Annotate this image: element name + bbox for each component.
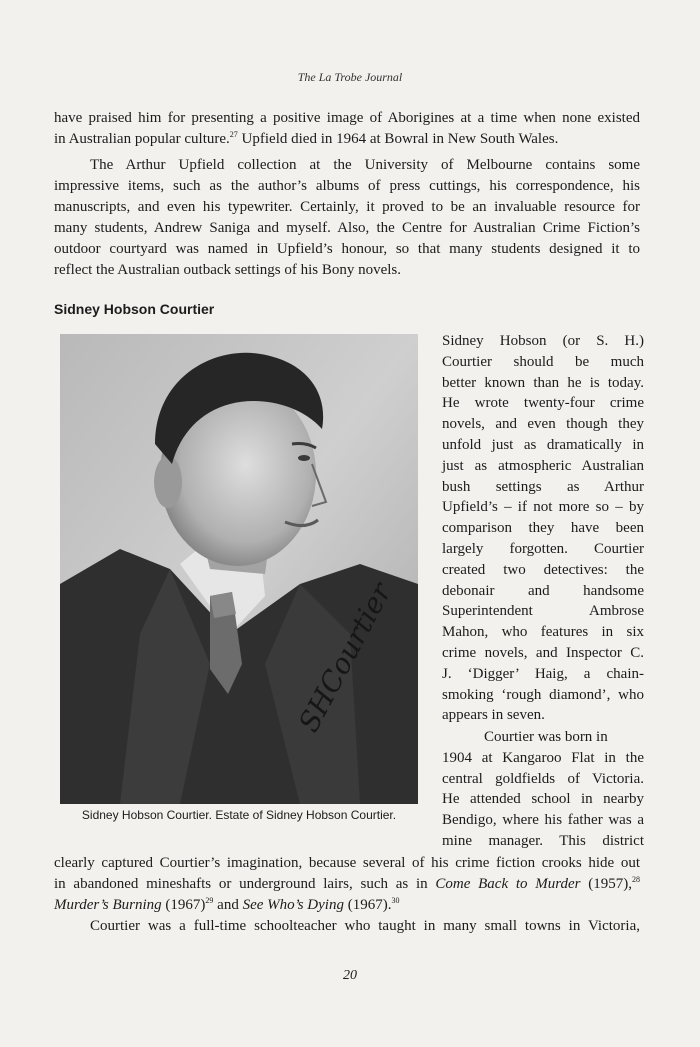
- column-line: better known than he is today.: [442, 374, 644, 391]
- column-line: novels, and even though they: [442, 416, 644, 433]
- footnote-ref: 29: [205, 896, 214, 905]
- column-line: created two detectives: the: [442, 561, 644, 578]
- paragraph-upfield-end: [54, 108, 640, 150]
- text-line: many students, Andrew Saniga and myself. Also, the Centre for Australian Crime Fiction’s: [54, 220, 640, 236]
- text-line: manuscripts, and even his typewriter. Certainly, it proved to be an invaluable resource for: [54, 199, 640, 215]
- column-line: J. ‘Digger’ Haig, a chain-: [442, 665, 644, 682]
- column-line: unfold just as dramatically in: [442, 436, 644, 453]
- column-text-courtier-intro: [442, 331, 644, 726]
- column-line: bush settings as Arthur: [442, 478, 644, 495]
- paragraph-courtier-teacher: [54, 916, 640, 937]
- column-line: Courtier should be much: [442, 353, 644, 370]
- column-line: He attended school in nearby: [442, 791, 644, 808]
- text-span: (1967).: [343, 897, 392, 913]
- text-span: (1967): [161, 897, 206, 913]
- column-line: debonair and handsome: [442, 582, 644, 599]
- column-line: Courtier was born in: [484, 729, 608, 745]
- column-line: He wrote twenty-four crime: [442, 395, 644, 412]
- paragraph-courtier-crooks: [54, 853, 640, 916]
- text-line: clearly captured Courtier’s imagination, because several of his crime fiction crooks hide out: [54, 855, 640, 871]
- text-line: reflect the Australian outback settings of his Bony novels.: [54, 262, 402, 278]
- text-span: in abandoned mineshafts or underground lairs, such as in: [54, 876, 436, 892]
- column-line: Superintendent Ambrose: [442, 603, 644, 620]
- column-line: just as atmospheric Australian: [442, 457, 644, 474]
- column-line: central goldfields of Victoria.: [442, 770, 644, 787]
- text-line: [54, 895, 640, 916]
- text-span: (1957),: [580, 876, 633, 892]
- portrait-photo: [60, 334, 418, 804]
- paragraph-upfield-collection: [54, 155, 640, 281]
- text-line: [54, 129, 640, 150]
- column-line: comparison they have been: [442, 520, 644, 537]
- text-span: and: [213, 897, 243, 913]
- book-title: See Who’s Dying: [242, 897, 344, 913]
- book-title: Murder’s Burning: [54, 897, 162, 913]
- text-line: The Arthur Upfield collection at the University of Melbourne contains some: [90, 157, 640, 173]
- column-line: smoking ‘rough diamond’, who: [442, 686, 644, 703]
- running-head: The La Trobe Journal: [297, 70, 403, 84]
- column-line: largely forgotten. Courtier: [442, 540, 644, 557]
- text-line: impressive items, such as the author’s albums of press cuttings, his correspondence, his: [54, 178, 640, 194]
- text-line: have praised him for presenting a positive image of Aborigines at a time when none existed: [54, 110, 640, 126]
- column-line: Bendigo, where his father was a: [442, 812, 644, 829]
- text-span: in Australian popular culture.: [54, 131, 230, 147]
- column-line: 1904 at Kangaroo Flat in the: [442, 749, 644, 766]
- section-heading: Sidney Hobson Courtier: [54, 301, 215, 317]
- page-number: 20: [343, 968, 357, 983]
- book-title: Come Back to Murder: [435, 876, 581, 892]
- text-line: Courtier was a full-time schoolteacher who taught in many small towns in Victoria,: [90, 918, 640, 934]
- footnote-ref: 27: [229, 130, 238, 139]
- column-line: Mahon, who features in six: [442, 624, 644, 641]
- column-line: crime novels, and Inspector C.: [442, 644, 644, 661]
- footnote-ref: 28: [632, 875, 641, 884]
- portrait-illustration: [60, 334, 418, 804]
- column-line: appears in seven.: [442, 707, 545, 724]
- text-line: [54, 874, 640, 895]
- text-span: Upfield died in 1964 at Bowral in New South Wales.: [237, 131, 559, 147]
- column-line: Sidney Hobson (or S. H.): [442, 333, 644, 349]
- column-line: mine manager. This district: [442, 832, 644, 849]
- column-text-courtier-birth: [442, 727, 644, 852]
- figure-caption: Sidney Hobson Courtier. Estate of Sidney Hobson Courtier.: [81, 808, 397, 822]
- text-line: outdoor courtyard was named in Upfield’s honour, so that many students designed it to: [54, 241, 640, 257]
- column-line: Upfield’s – if not more so – by: [442, 499, 644, 516]
- signature-text: SHCourtier: [292, 577, 398, 738]
- footnote-ref: 30: [391, 896, 400, 905]
